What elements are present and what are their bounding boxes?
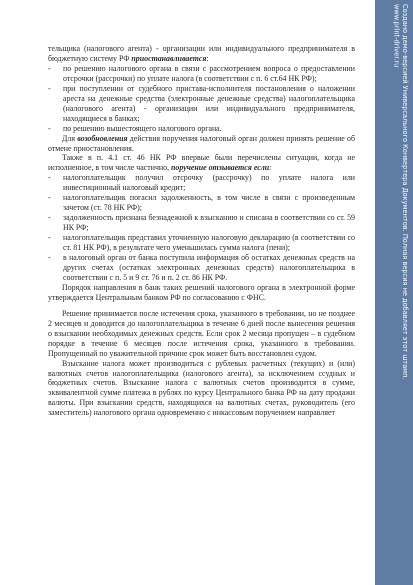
paragraph <box>48 44 355 64</box>
emphasis-text: возобновления <box>77 133 128 143</box>
paragraph <box>48 153 355 173</box>
paragraph-text: действия поручения налоговый орган должен принять решение об отмене приостановления. <box>48 133 355 153</box>
paragraph-text: по решению вышестоящего налогового органа. <box>63 123 222 133</box>
paragraph-text: по решению налогового органа в связи с рассмотрением вопроса о предоставлении отсрочки (рассрочки) по уплате налога (в соответствии с п. 6 ст.64 НК РФ); <box>63 63 355 83</box>
paragraph-text: Также в п. 4.1 ст. 46 НК РФ впервые были перечислены ситуации, когда не исполненное, в том числе частично, <box>48 153 355 173</box>
paragraph-text: налогоплательщик получил отсрочку (рассрочку) по уплате налога или инвестиционный налоговый кредит; <box>63 173 355 193</box>
paragraph-text: при поступлении от судебного пристава-исполнителя постановления о наложении ареста на денежные средства (электронные денежные средства) налогоплательщика (налогового агента) - организации или индивидуального предпринимателя, находящиеся в банках; <box>63 83 355 123</box>
emphasis-text: поручение отзывается если <box>171 163 270 173</box>
bullet-item <box>48 173 355 193</box>
bullet-dash: - <box>48 63 51 73</box>
paragraph-text: Взыскание налога может производиться с рублевых расчетных (текущих) и (или) валютных счетов налогоплательщика (налогового агента), за исключением ссудных и бюджетных счетов. Взыскание налога с валютных счетов производится в сумме, эквивалентной сумме платежа в рублях по курсу Центрального банка РФ на дату продажи валюты. При взыскании средств, находящихся на валютных счетах, руководитель (его заместитель) налогового органа одновременно с инкассовым поручением направляет <box>48 358 355 418</box>
paragraph-text: налогоплательщик представил уточненную налоговую декларацию (в соответствии со ст. 81 НК РФ), в результате чего уменьшилась сумма налога (пени); <box>63 233 355 253</box>
watermark-line-1: Создано демо-версией Универсального Конвертера Документов. Полная версия не добавляет этот штамп. <box>401 4 409 380</box>
paragraph-text: задолженность признана безнадежной к взысканию и списана в соответствии со ст. 59 НК РФ; <box>63 213 355 233</box>
bullet-dash: - <box>48 253 51 263</box>
bullet-dash: - <box>48 233 51 243</box>
paragraph <box>48 359 355 419</box>
paragraph <box>48 134 355 154</box>
bullet-item <box>48 64 355 84</box>
paragraph-text: Для <box>62 133 78 143</box>
paragraph-text: Порядок направления в банк таких решений налогового органа в электронной форме утверждается Центральным банком РФ по согласованию с ФНС. <box>48 282 355 302</box>
bullet-item <box>48 84 355 124</box>
paragraph-text: в налоговый орган от банка поступила информация об остатках денежных средств на других счетах (остатках электронных денежных средств) налогоплательщика в соответствии с п. 5 и 9 ст. 76 и п. 2 ст. 86 НК РФ. <box>63 253 355 282</box>
paragraph-text: тельщика (налогового агента) - организации или индивидуального предпринимателя в бюджетную систему РФ <box>48 44 355 63</box>
bullet-item <box>48 253 355 283</box>
bullet-dash: - <box>48 123 51 133</box>
bullet-dash: - <box>48 83 51 93</box>
paragraph-text: Решение принимается после истечения срока, указанного в требовании, но не позднее 2 месяцев и доводится до налогоплательщика в течение 6 дней после вынесения решения о взыскании необходимых денежных средств. Если срок 2 месяца пропущен – в судебном порядке в течение 6 месяцев после истечения срока, указанного в требовании. Пропущенный по уважительной причине срок может быть восстановлен судом. <box>48 308 355 358</box>
bullet-item <box>48 193 355 213</box>
bullet-dash: - <box>48 213 51 223</box>
watermark-line-2: www.print-driver.ru <box>392 4 401 68</box>
bullet-item <box>48 124 355 134</box>
document-text <box>48 44 355 418</box>
bullet-item <box>48 233 355 253</box>
paragraph <box>48 283 355 303</box>
paragraph <box>48 309 355 359</box>
bullet-dash: - <box>48 193 51 203</box>
bullet-dash: - <box>48 173 51 183</box>
paragraph-text: : <box>206 53 209 63</box>
watermark-banner <box>375 0 413 585</box>
emphasis-text: приостанавливается <box>131 53 207 63</box>
paragraph-text: : <box>269 163 272 173</box>
paragraph-text: налогоплательщик погасил задолженность, в том числе в связи с произведенным зачетом (ст. 78 НК РФ); <box>63 193 355 213</box>
bullet-item <box>48 213 355 233</box>
watermark-text <box>379 4 409 581</box>
